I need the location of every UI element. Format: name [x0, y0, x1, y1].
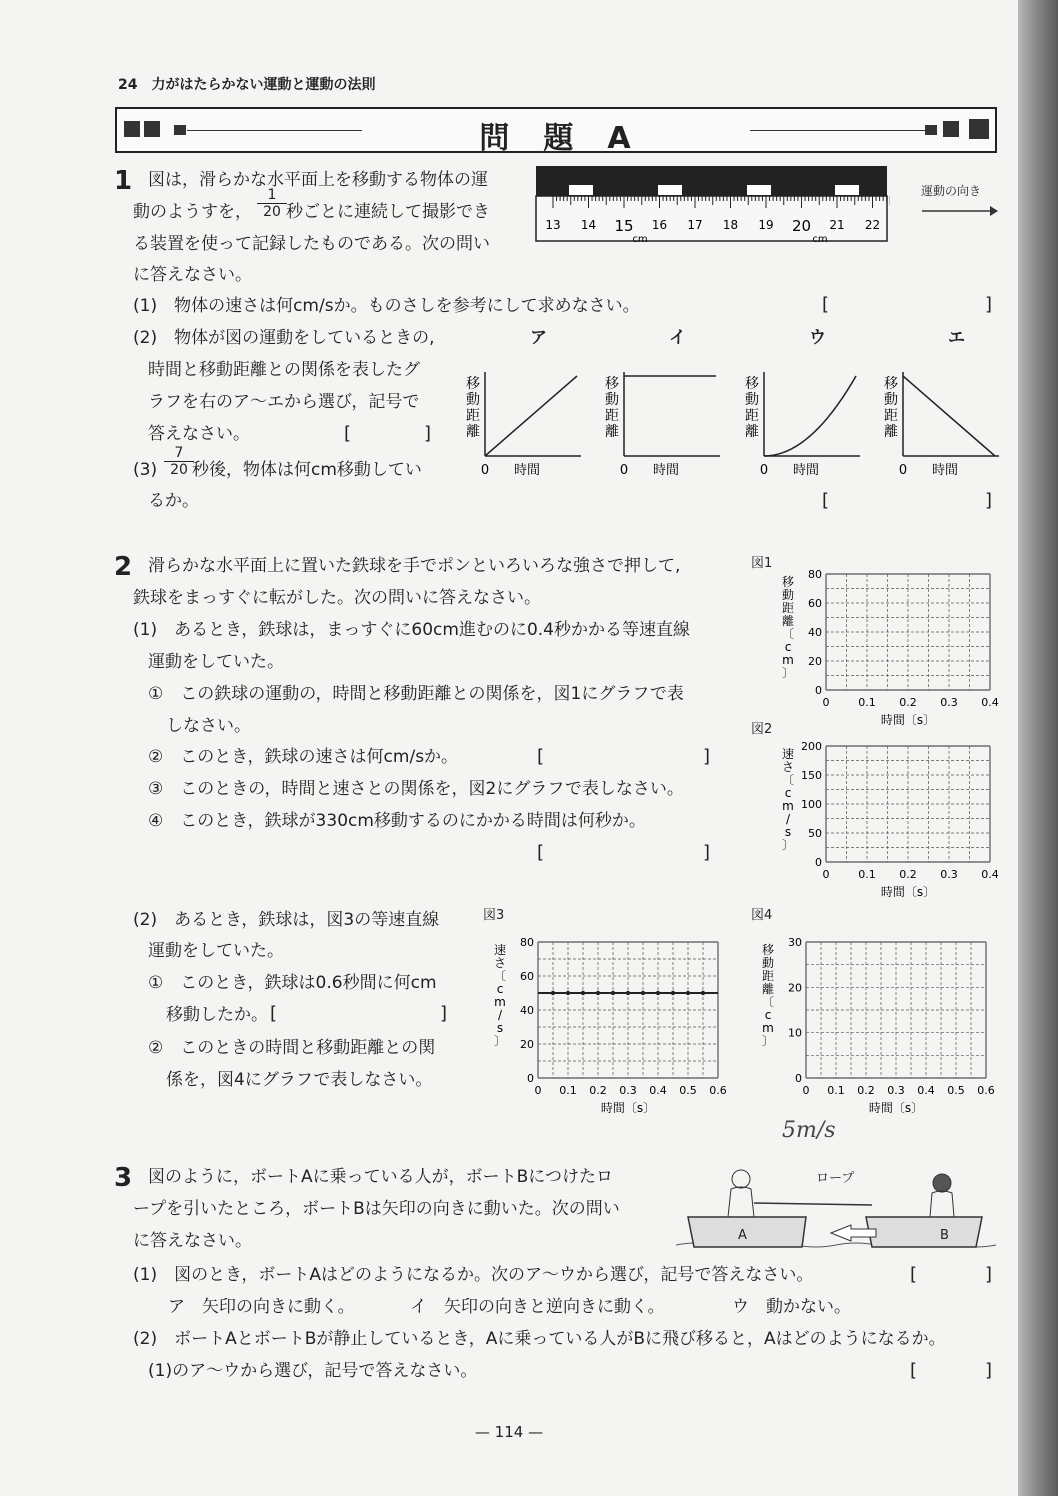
x-tick-label: 0.5 — [947, 1084, 965, 1097]
boat-b — [866, 1217, 982, 1247]
answer-box[interactable] — [835, 294, 980, 320]
q1-part1: (1) 物体の速さは何cm/sか。ものさしを参考にして求めなさい。 — [133, 296, 640, 316]
y-axis-label-char: c — [496, 982, 504, 996]
origin-label: 0 — [822, 868, 830, 881]
fraction: $\frac{1}{20}$ — [257, 187, 287, 220]
x-tick-label: 0.3 — [887, 1084, 905, 1097]
y-axis-label-char: 〔 — [781, 773, 795, 787]
x-tick-label: 0.4 — [917, 1084, 935, 1097]
y-label-char: 移 — [605, 376, 619, 392]
answer-bracket-left: [ — [537, 746, 545, 767]
y-axis-label-char: / — [785, 812, 791, 826]
q3-part2-line: (2) ボートAとボートBが静止しているとき，Aに乗っている人がBに飛び移ると，Aはどのようになるか。 — [133, 1329, 946, 1349]
y-tick-label: 100 — [801, 798, 822, 811]
ruler-tick-label: 13 — [545, 218, 561, 232]
x-tick-label: 0.1 — [559, 1084, 577, 1097]
q1-stem-line: 図は，滑らかな水平面上を移動する物体の運 — [148, 170, 488, 190]
y-tick-label: 150 — [801, 769, 822, 782]
data-point — [581, 991, 585, 995]
q1-part2-line: 答えなさい。 — [148, 424, 250, 444]
answer-box[interactable] — [922, 1264, 982, 1290]
q2-part2-line: (2) あるとき，鉄球は，図3の等速直線 — [133, 910, 440, 930]
ruler-tick-label: 20 — [791, 217, 812, 235]
boat-a — [688, 1217, 806, 1247]
q2-part1-line: 運動をしていた。 — [148, 652, 284, 672]
x-tick-label: 0.6 — [709, 1084, 727, 1097]
page-title: 問 題 A — [479, 121, 633, 156]
rope — [754, 1203, 872, 1205]
q2-part1-line: (1) あるとき，鉄球は，まっすぐに60cm進むのに0.4秒かかる等速直線 — [133, 620, 690, 640]
direction-arrow — [920, 204, 1000, 218]
page-edge — [1018, 0, 1058, 1496]
option-graph — [465, 358, 590, 478]
q2-stem-line: 鉄球をまっすぐに転がした。次の問いに答えなさい。 — [133, 588, 541, 608]
x-tick-label: 0.3 — [619, 1084, 637, 1097]
figure-label: 図4 — [751, 908, 773, 923]
y-axis-label-char: / — [497, 1008, 503, 1022]
y-axis-label-char: c — [764, 1008, 772, 1022]
y-tick-label: 20 — [808, 655, 822, 668]
ruler-tick-label: 14 — [580, 218, 597, 232]
x-axis-label: 時間〔s〕 — [600, 1101, 656, 1115]
origin-label: 0 — [619, 463, 629, 478]
page-number: — 114 — — [474, 1423, 544, 1441]
x-tick-label: 0.2 — [589, 1084, 607, 1097]
y-label-char: 距 — [466, 408, 480, 424]
graph-label: エ — [948, 328, 965, 348]
y-axis-label-char: m — [762, 1021, 774, 1035]
y-axis-label-char: 離 — [781, 614, 795, 628]
direction-label: 運動の向き — [921, 184, 982, 198]
y-axis-label-char: m — [782, 653, 794, 667]
y-axis-label-char: 移 — [761, 943, 775, 957]
data-point — [611, 991, 615, 995]
figure-label: 図2 — [751, 722, 773, 737]
ruler-figure — [535, 165, 890, 245]
x-label: 時間 — [792, 463, 820, 478]
y-tick-label: 20 — [520, 1038, 534, 1051]
answer-bracket-right: ] — [703, 746, 711, 767]
y-axis-label-char: 〕 — [781, 838, 795, 852]
y-label-char: 動 — [745, 392, 759, 408]
answer-box[interactable] — [550, 746, 700, 772]
q3-part1: (1) 図のとき，ボートAはどのようになるか。次のア～ウから選び，記号で答えなさい。 — [133, 1265, 814, 1285]
x-tick-label: 0.2 — [899, 696, 917, 709]
answer-bracket-left: [ — [910, 1264, 918, 1285]
x-axis-label: 時間〔s〕 — [868, 1101, 924, 1115]
y-label-char: 離 — [884, 424, 898, 440]
y-axis-label-char: 〔 — [761, 995, 775, 1009]
y-axis-label-char: 速 — [781, 747, 795, 761]
figure-label: 図1 — [751, 556, 773, 571]
person-b-head — [933, 1174, 951, 1192]
data-point — [656, 991, 660, 995]
ruler-tick-label: 16 — [651, 218, 668, 232]
title-box — [115, 107, 997, 156]
y-axis-label-char: 〕 — [493, 1034, 507, 1048]
q1-part2-line: 時間と移動距離との関係を表したグ — [148, 360, 420, 380]
answer-bracket-right: ] — [703, 842, 711, 863]
deco-line — [750, 130, 925, 131]
q1-stem-line: 動のようすを， — [133, 202, 252, 222]
y-label-char: 離 — [745, 424, 759, 440]
y-axis-label-char: c — [784, 786, 792, 800]
y-tick-label: 0 — [795, 1072, 802, 1085]
q3-stem-line: ープを引いたところ，ボートBは矢印の向きに動いた。次の問い — [133, 1199, 620, 1219]
graph-grid-fig3[interactable] — [480, 932, 732, 1118]
handwritten-note: 5m/s — [782, 1118, 836, 1143]
question-number: 1 — [114, 166, 133, 196]
q3-stem-line: に答えなさい。 — [133, 1231, 252, 1251]
answer-bracket-right: ] — [985, 490, 993, 511]
y-axis-label-char: 動 — [781, 588, 795, 602]
object-image — [835, 185, 859, 195]
y-label-char: 移 — [745, 376, 759, 392]
question-number: 3 — [114, 1163, 133, 1193]
ruler-tick-label: 15 — [614, 217, 634, 235]
boat-b-label: B — [940, 1228, 949, 1243]
q2-sub4: ④ このとき，鉄球が330cm移動するのにかかる時間は何秒か。 — [148, 811, 646, 831]
x-tick-label: 0.2 — [899, 868, 917, 881]
data-point — [686, 991, 690, 995]
q3-part2-line: (1)のア～ウから選び，記号で答えなさい。 — [148, 1361, 478, 1381]
answer-bracket-left: [ — [344, 423, 352, 444]
y-label-char: 動 — [884, 392, 898, 408]
answer-bracket-right: ] — [985, 1360, 993, 1381]
y-tick-label: 0 — [815, 856, 822, 869]
graph-label: ウ — [809, 328, 826, 348]
x-tick-label: 0.6 — [977, 1084, 995, 1097]
y-axis-label-char: 〔 — [493, 969, 507, 983]
graph-grid-fig4[interactable] — [748, 932, 1000, 1118]
y-tick-label: 50 — [808, 827, 822, 840]
y-axis-label-char: 〔 — [781, 627, 795, 641]
ruler-tick-label: 21 — [829, 218, 845, 232]
origin-label: 0 — [759, 463, 769, 478]
option-graph — [604, 358, 729, 478]
fraction: $\frac{7}{20}$ — [164, 445, 194, 478]
person-a-body — [728, 1187, 754, 1217]
y-tick-label: 0 — [815, 684, 822, 697]
y-axis-label-char: 動 — [761, 956, 775, 970]
y-axis-label-char: s — [784, 825, 792, 839]
question-number: 2 — [114, 552, 133, 582]
q1-stem-line: に答えなさい。 — [133, 265, 252, 285]
y-axis-label-char: m — [782, 799, 794, 813]
q2-stem-line: 滑らかな水平面上に置いた鉄球を手でポンといろいろな強さで押して, — [148, 556, 681, 576]
answer-box[interactable] — [922, 1360, 982, 1386]
y-label-char: 距 — [745, 408, 759, 424]
q2-p2sub1-line: ① このとき，鉄球は0.6秒間に何cm — [148, 973, 437, 993]
x-tick-label: 0.4 — [981, 696, 999, 709]
y-tick-label: 60 — [808, 597, 822, 610]
answer-bracket-left: [ — [537, 842, 545, 863]
answer-bracket-left: [ — [910, 1360, 918, 1381]
chapter-header: 24 力がはたらかない運動と運動の法則 — [118, 77, 376, 93]
x-tick-label: 0.3 — [940, 868, 958, 881]
y-axis-label-char: s — [496, 1021, 504, 1035]
x-tick-label: 0.4 — [981, 868, 999, 881]
y-tick-label: 0 — [527, 1072, 534, 1085]
graph-line — [764, 376, 856, 456]
choice-i: イ 矢印の向きと逆向きに動く。 — [410, 1297, 665, 1317]
y-axis-label-char: 距 — [781, 601, 795, 615]
y-tick-label: 80 — [520, 936, 534, 949]
q2-sub3: ③ このときの，時間と速さとの関係を，図2にグラフで表しなさい。 — [148, 779, 684, 799]
graph-grid-fig1[interactable] — [748, 564, 1004, 730]
option-graph — [883, 358, 1008, 478]
q2-sub1-line: ① この鉄球の運動の，時間と移動距離との関係を，図1にグラフで表 — [148, 684, 684, 704]
q2-part2-line: 運動をしていた。 — [148, 941, 284, 961]
y-tick-label: 80 — [808, 568, 822, 581]
q1-part2-line: ラフを右のア～エから選び，記号で — [148, 392, 420, 412]
y-axis-label-char: c — [784, 640, 792, 654]
q3-stem-line: 図のように，ボートAに乗っている人が，ボートBにつけたロ — [148, 1167, 613, 1187]
x-tick-label: 0.1 — [858, 696, 876, 709]
q2-p2sub2-line: 係を，図4にグラフで表しなさい。 — [166, 1070, 433, 1090]
rope-label: ロープ — [816, 1171, 855, 1186]
y-axis-label-char: さ — [493, 956, 507, 970]
ruler-tick-label: 17 — [687, 218, 703, 232]
y-axis-label-char: 距 — [761, 969, 775, 983]
answer-bracket-left: [ — [822, 294, 830, 315]
y-axis-label-char: さ — [781, 760, 795, 774]
data-point — [641, 991, 645, 995]
q1-part3-line: るか。 — [148, 491, 199, 511]
data-point — [566, 991, 570, 995]
data-point — [596, 991, 600, 995]
graph-line — [485, 376, 577, 456]
y-axis-label-char: 〕 — [781, 666, 795, 680]
graph-label: イ — [669, 328, 686, 348]
origin-label: 0 — [534, 1084, 542, 1097]
q1-part3-label: (3) — [133, 460, 158, 480]
ruler-unit: cm — [632, 234, 648, 245]
boat-a-label: A — [738, 1228, 747, 1243]
origin-label: 0 — [480, 463, 490, 478]
answer-bracket-left: [ — [822, 490, 830, 511]
q1-stem-line: る装置を使って記録したものである。次の問い — [133, 234, 490, 254]
x-tick-label: 0.1 — [827, 1084, 845, 1097]
deco-square — [943, 121, 959, 137]
choice-u: ウ 動かない。 — [732, 1297, 851, 1317]
y-label-char: 移 — [884, 376, 898, 392]
answer-bracket-right: ] — [985, 1264, 993, 1285]
object-image — [658, 185, 682, 195]
answer-bracket-right: ] — [424, 423, 432, 444]
answer-bracket-right: ] — [985, 294, 993, 315]
q2-sub2: ② このとき，鉄球の速さは何cm/sか。 — [148, 747, 459, 767]
x-tick-label: 0.3 — [940, 696, 958, 709]
y-label-char: 離 — [605, 424, 619, 440]
y-label-char: 動 — [605, 392, 619, 408]
q1-stem-line: 秒ごとに連続して撮影でき — [286, 202, 490, 222]
graph-line — [903, 376, 995, 456]
y-axis-label-char: m — [494, 995, 506, 1009]
object-image — [747, 185, 771, 195]
y-axis-label-char: 離 — [761, 982, 775, 996]
y-tick-label: 10 — [788, 1026, 802, 1040]
person-a-head — [732, 1170, 750, 1188]
y-tick-label: 200 — [801, 740, 822, 753]
y-tick-label: 60 — [520, 970, 534, 983]
y-axis-label-char: 速 — [493, 943, 507, 957]
data-point — [671, 991, 675, 995]
x-tick-label: 0.4 — [649, 1084, 667, 1097]
deco-square — [969, 119, 989, 139]
q1-part3-line: 秒後，物体は何cm移動してい — [192, 460, 422, 480]
origin-label: 0 — [802, 1084, 810, 1097]
deco-square — [925, 125, 937, 135]
y-label-char: 動 — [466, 392, 480, 408]
x-axis-label: 時間〔s〕 — [880, 885, 936, 899]
answer-box[interactable] — [356, 423, 420, 449]
x-tick-label: 0.2 — [857, 1084, 875, 1097]
y-tick-label: 30 — [788, 936, 802, 949]
y-label-char: 距 — [884, 408, 898, 424]
option-graph — [744, 358, 869, 478]
graph-label: ア — [530, 328, 547, 348]
figure-label: 図3 — [483, 908, 505, 923]
person-b-body — [930, 1191, 954, 1217]
q2-p2sub2-line: ② このときの時間と移動距離との関 — [148, 1038, 436, 1058]
y-tick-label: 40 — [808, 626, 822, 639]
x-tick-label: 0.1 — [858, 868, 876, 881]
y-label-char: 距 — [605, 408, 619, 424]
x-label: 時間 — [652, 463, 680, 478]
graph-grid-fig2[interactable] — [748, 736, 1004, 902]
data-point — [551, 991, 555, 995]
data-point — [626, 991, 630, 995]
y-tick-label: 20 — [788, 981, 802, 995]
y-label-char: 移 — [466, 376, 480, 392]
ruler-unit: cm — [812, 234, 828, 245]
y-label-char: 離 — [466, 424, 480, 440]
y-axis-label-char: 移 — [781, 575, 795, 589]
answer-box[interactable] — [550, 842, 700, 868]
ruler-tick-label: 19 — [758, 218, 774, 232]
answer-box[interactable] — [835, 490, 980, 516]
q2-p2sub1-line: 移動したか。 — [166, 1005, 268, 1025]
x-label: 時間 — [513, 463, 541, 478]
origin-label: 0 — [898, 463, 908, 478]
y-axis-label-char: 〕 — [761, 1034, 775, 1048]
answer-bracket-left: [ — [270, 1003, 278, 1024]
origin-label: 0 — [822, 696, 830, 709]
answer-box[interactable] — [282, 1003, 437, 1029]
ruler-tick-label: 22 — [864, 218, 881, 232]
x-tick-label: 0.5 — [679, 1084, 697, 1097]
choice-a: ア 矢印の向きに動く。 — [168, 1297, 355, 1317]
q1-part2-line: (2) 物体が図の運動をしているときの, — [133, 328, 435, 348]
y-tick-label: 40 — [520, 1004, 534, 1017]
q2-sub1-line: しなさい。 — [166, 716, 251, 736]
data-point — [701, 991, 705, 995]
object-image — [569, 185, 593, 195]
answer-bracket-right: ] — [440, 1003, 448, 1024]
x-label: 時間 — [931, 463, 959, 478]
x-axis-label: 時間〔s〕 — [880, 713, 936, 727]
ruler-tick-label: 18 — [722, 218, 739, 232]
